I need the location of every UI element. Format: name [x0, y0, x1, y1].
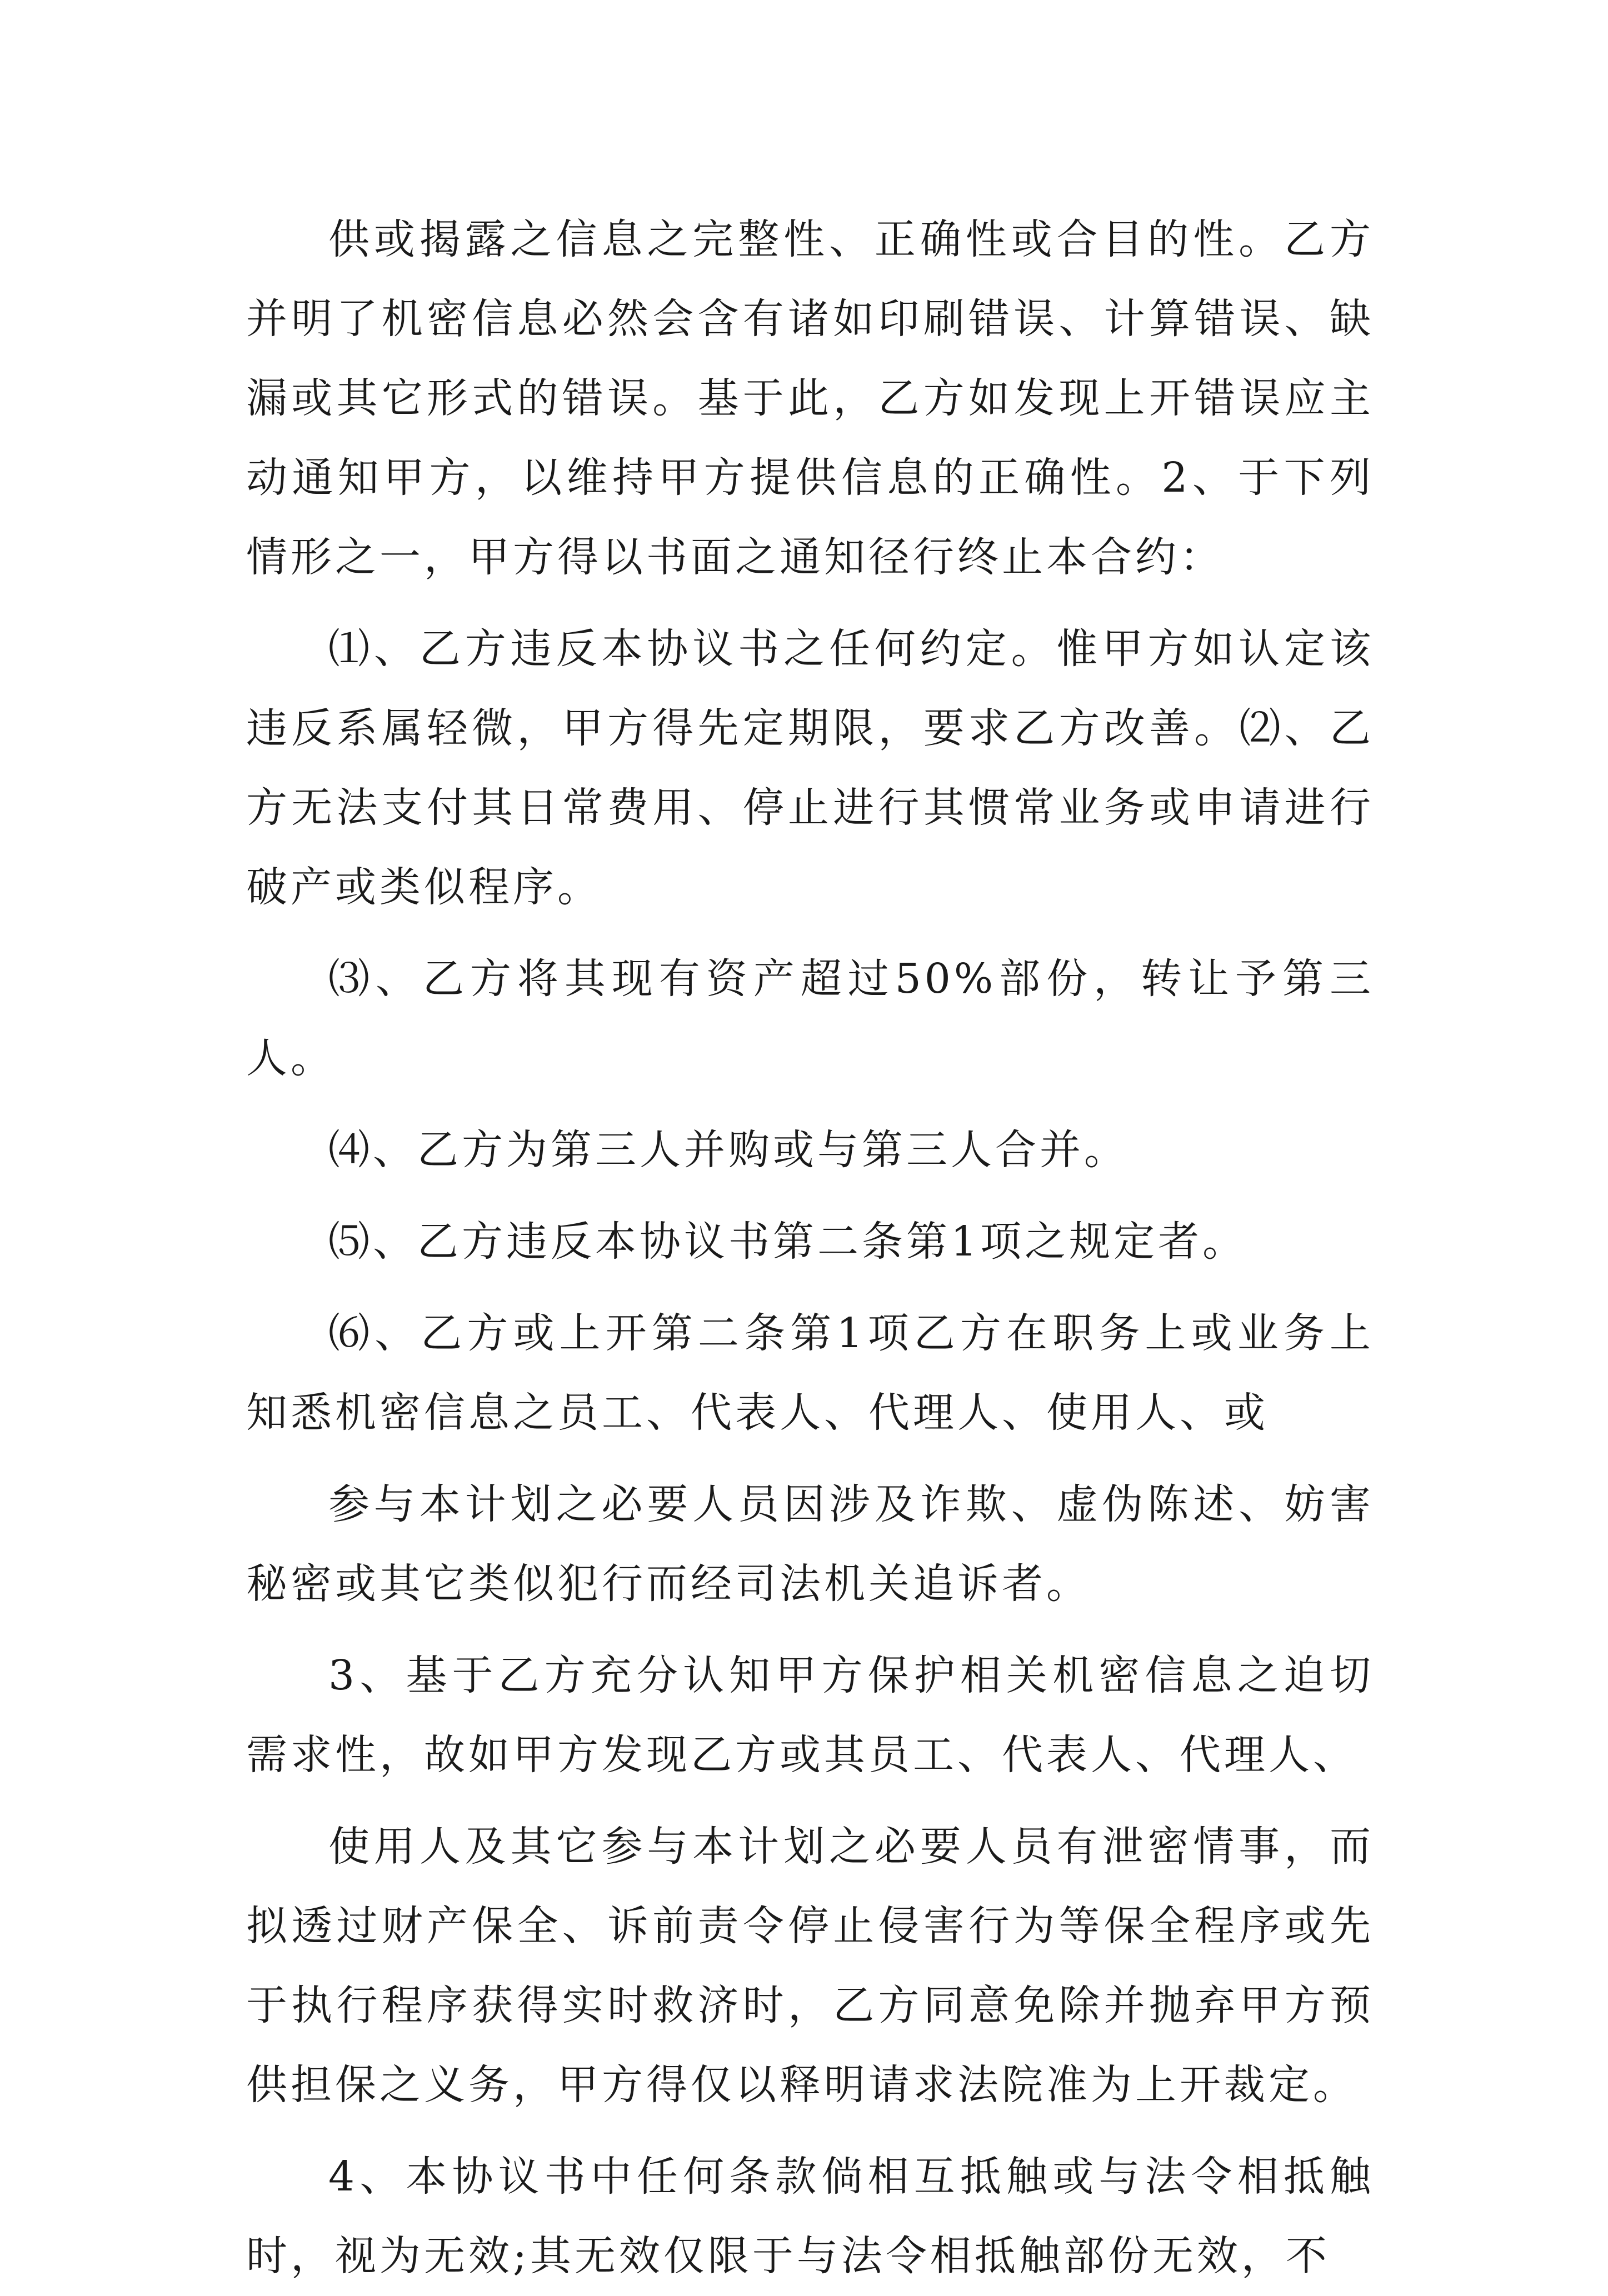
paragraph-clause-6-continued: 参与本计划之必要人员因涉及诈欺、虚伪陈述、妨害秘密或其它类似犯行而经司法机关追诉者。	[246, 1480, 1374, 1608]
paragraph-clause-1: ⑴、乙方违反本协议书之任何约定。惟甲方如认定该违反系属轻微，甲方得先定期限，要求乙方改善。⑵、乙方无法支付其日常费用、停止进行其惯常业务或申请进行破产或类似程序。	[246, 625, 1374, 911]
paragraph-clause-3: ⑶、乙方将其现有资产超过50%部份，转让予第三人。	[246, 955, 1374, 1082]
paragraph-article-3: 3、基于乙方充分认知甲方保护相关机密信息之迫切需求性，故如甲方发现乙方或其员工、代表人、代理人、	[246, 1652, 1374, 1779]
document-body	[246, 200, 1374, 2296]
paragraph-clause-5: ⑸、乙方违反本协议书第二条第1项之规定者。	[328, 1218, 1247, 1265]
paragraph-clause-4: ⑷、乙方为第三人并购或与第三人合并。	[328, 1126, 1128, 1174]
paragraph-confidentiality-accuracy: 供或揭露之信息之完整性、正确性或合目的性。乙方并明了机密信息必然会含有诸如印刷错误、计算错误、缺漏或其它形式的错误。基于此，乙方如发现上开错误应主动通知甲方，以维持甲方提供信息的正确性。2、于下列情形之一，甲方得以书面之通知径行终止本合约：	[246, 216, 1374, 581]
paragraph-article-4: 4、本协议书中任何条款倘相互抵触或与法令相抵触时，视为无效;其无效仅限于与法令相抵触部份无效，不	[246, 2153, 1374, 2280]
paragraph-clause-6: ⑹、乙方或上开第二条第1项乙方在职务上或业务上知悉机密信息之员工、代表人、代理人、使用人、或	[246, 1309, 1374, 1437]
paragraph-article-3-continued: 使用人及其它参与本计划之必要人员有泄密情事，而拟透过财产保全、诉前责令停止侵害行为等保全程序或先于执行程序获得实时救济时，乙方同意免除并抛弃甲方预供担保之义务，甲方得仅以释明请求法院准为上开裁定。	[246, 1823, 1374, 2109]
